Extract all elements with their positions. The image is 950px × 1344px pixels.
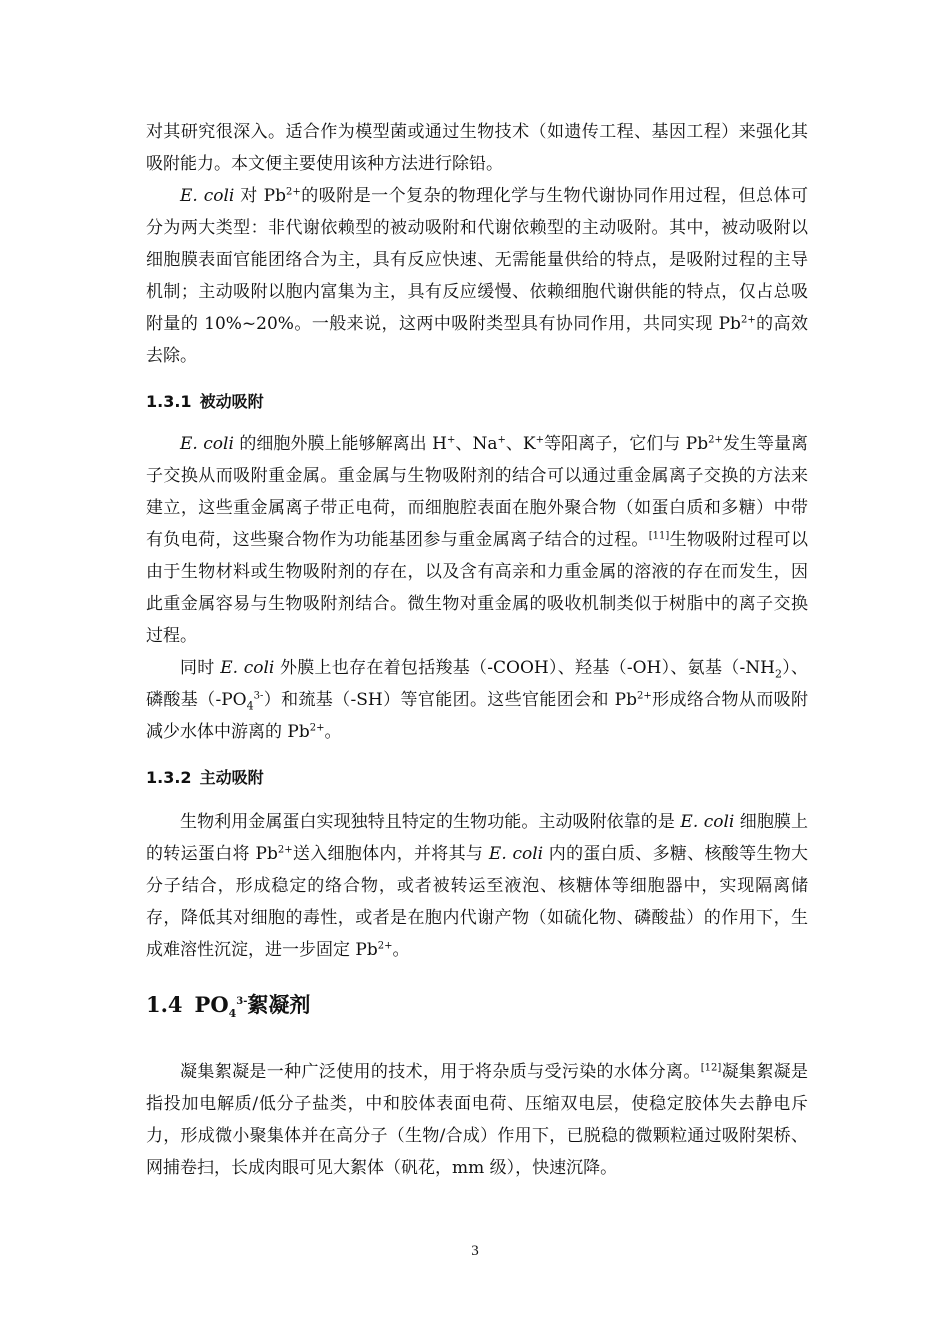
species-name: E. coli — [180, 434, 234, 454]
paragraph-text: E. coli 对 $Pb^{2+}$的吸附是一个复杂的物理化学与生物代谢协同作用过程，但总体可分为两大类型：非代谢依赖型的被动吸附和代谢依赖型的主动吸附。其中，被动吸附以细胞膜表面官能团络合为主，具有反应快速、无需能量供给的特点，是吸附过程的主导机制；主动吸附以胞内富集为主，具有反应缓慢、依赖细胞代谢供能的特点，仅占总吸附量的 10%~20%。一般来说，这两中吸附类型具有协同作用，共同实现 $Pb^{2+}$的高效去除。 — [146, 186, 809, 366]
section-heading-1-4: 1.4 $PO_4^{3-}$絮凝剂 — [146, 992, 311, 1021]
citation-ref: [11] — [648, 530, 670, 542]
paragraph-flocculation — [146, 1056, 808, 1184]
paragraph-passive-adsorption — [146, 428, 808, 748]
paragraph-text: 生物利用金属蛋白实现独特且特定的生物功能。主动吸附依靠的是 E. coli 细胞膜上的转运蛋白将 $Pb^{2+}$送入细胞体内，并将其与 E. coli 内的蛋白质、多糖、核酸等生物大分子结合，形成稳定的络合物，或者被转运至液泡、核糖体等细胞器中，实现隔离储存，降低其对细胞的毒性，或者是在胞内代谢产物（如硫化物、磷酸盐）的作用下，生成难溶性沉淀，进一步固定 $Pb^{2+}$。 — [146, 812, 808, 960]
paragraph-functional-groups: 同时 E. coli 外膜上也存在着包括羧基（-COOH）、羟基（-OH）、氨基$(-NH_2)$、磷酸基$(-PO_4^{3-})$和巯基（-SH）等官能团。这些官能团会和 $Pb^{2+}$形成络合物从而吸附减少水体中游离的 $Pb^{2+}$。 — [146, 658, 809, 742]
paragraph-active-adsorption — [146, 806, 808, 966]
species-name: E. coli — [488, 844, 544, 864]
species-name: E. coli — [680, 812, 735, 832]
paragraph-text: 凝集絮凝是一种广泛使用的技术，用于将杂质与受污染的水体分离。[12]凝集絮凝是指投加电解质/低分子盐类，中和胶体表面电荷、压缩双电层，使稳定胶体失去静电斥力，形成微小聚集体并在高分子（生物/合成）作用下，已脱稳的微颗粒通过吸附架桥、网捕卷扫，长成肉眼可见大絮体（矾花，mm 级），快速沉降。 — [146, 1062, 808, 1178]
section-heading-1-3-1: 1.3.1 被动吸附 — [146, 392, 264, 411]
citation-ref: [12] — [700, 1062, 722, 1074]
species-name: E. coli — [220, 658, 275, 678]
paragraph-text: E. coli 的细胞外膜上能够解离出 H+、Na+、K+等阳离子，它们与 $Pb^{2+}$发生等量离子交换从而吸附重金属。重金属与生物吸附剂的结合可以通过重金属离子交换的方法来建立，这些重金属离子带正电荷，而细胞腔表面在胞外聚合物（如蛋白质和多糖）中带有负电荷，这些聚合物作为功能基团参与重金属离子结合的过程。[11]生物吸附过程可以由于生物材料或生物吸附剂的存在，以及含有高亲和力重金属的溶液的存在而发生，因此重金属容易与生物吸附剂结合。微生物对重金属的吸收机制类似于树脂中的离子交换过程。 — [146, 434, 809, 646]
paragraph-ecoli-adsorption — [146, 180, 808, 372]
paragraph-text: 对其研究很深入。适合作为模型菌或通过生物技术（如遗传工程、基因工程）来强化其吸附能力。本文便主要使用该种方法进行除铅。 — [146, 122, 808, 174]
section-heading-1-3-2: 1.3.2 主动吸附 — [146, 768, 264, 787]
paragraph-intro-continued — [146, 116, 808, 180]
page-number: 3 — [471, 1243, 479, 1259]
species-name: E. coli — [180, 186, 235, 206]
